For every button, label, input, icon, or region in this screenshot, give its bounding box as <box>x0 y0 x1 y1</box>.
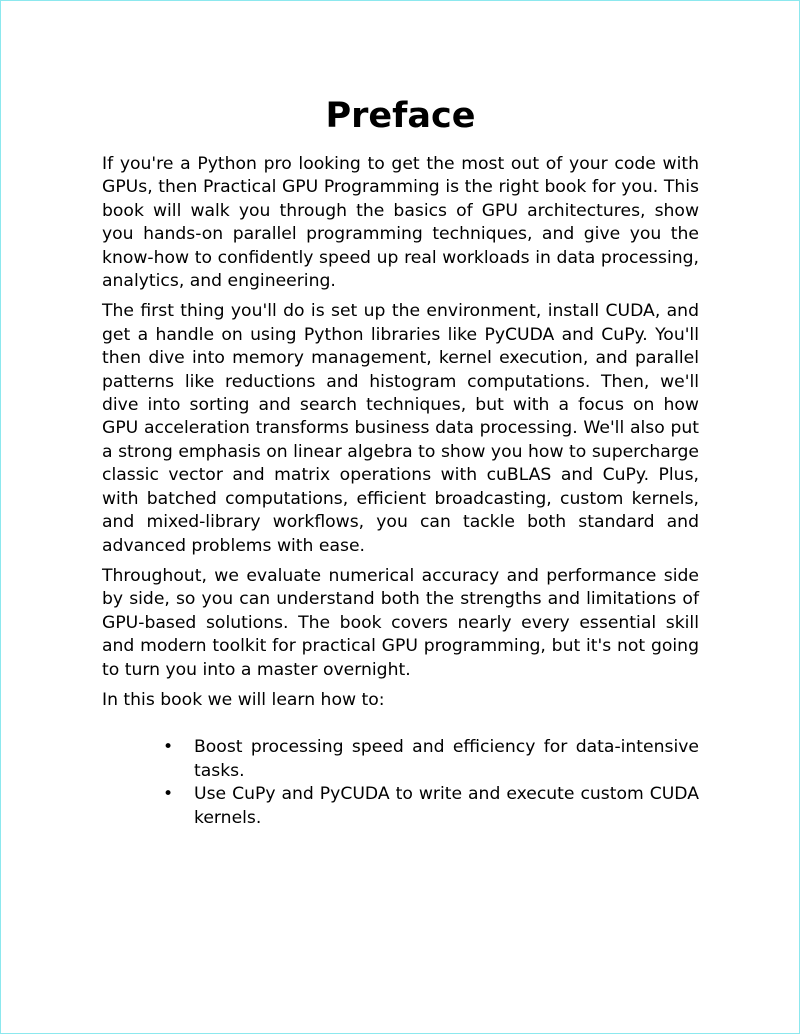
list-item-text: Boost processing speed and efficiency for data-intensive tasks. <box>194 737 699 781</box>
preface-section <box>102 95 699 830</box>
list-item <box>163 783 699 830</box>
paragraph-environment: The first thing you'll do is set up the environment, install CUDA, and get a handle on using Python libraries like PyCUDA and CuPy. You'll then dive into memory management, kernel execution, and parallel patterns like reductions and histogram computations. Then, we'll dive into sorting and search techniques, but with a focus on how GPU acceleration transforms business data processing. We'll also put a strong emphasis on linear algebra to show you how to supercharge classic vector and matrix operations with cuBLAS and CuPy. Plus, with batched computations, efficient broadcasting, custom kernels, and mixed-library workflows, you can tackle both standard and advanced problems with ease. <box>102 301 699 556</box>
list-item <box>163 736 699 783</box>
list-item-text: Use CuPy and PyCUDA to write and execute custom CUDA kernels. <box>194 784 699 828</box>
learning-objectives-list <box>102 736 699 830</box>
page-title: Preface <box>325 96 476 136</box>
paragraph-intro: If you're a Python pro looking to get the most out of your code with GPUs, then Practical GPU Programming is the right book for you. This book will walk you through the basics of GPU architectures, show you hands-on parallel programming techniques, and give you the know-how to confidently speed up real workloads in data processing, analytics, and engineering. <box>102 154 699 292</box>
bullet-icon: • <box>163 784 174 805</box>
list-intro: In this book we will learn how to: <box>102 689 385 710</box>
bullet-icon: • <box>163 737 174 758</box>
paragraph-evaluation: Throughout, we evaluate numerical accuracy and performance side by side, so you can understand both the strengths and limitations of GPU-based solutions. The book covers nearly every essential skill and modern toolkit for practical GPU programming, but it's not going to turn you into a master overnight. <box>102 565 699 680</box>
